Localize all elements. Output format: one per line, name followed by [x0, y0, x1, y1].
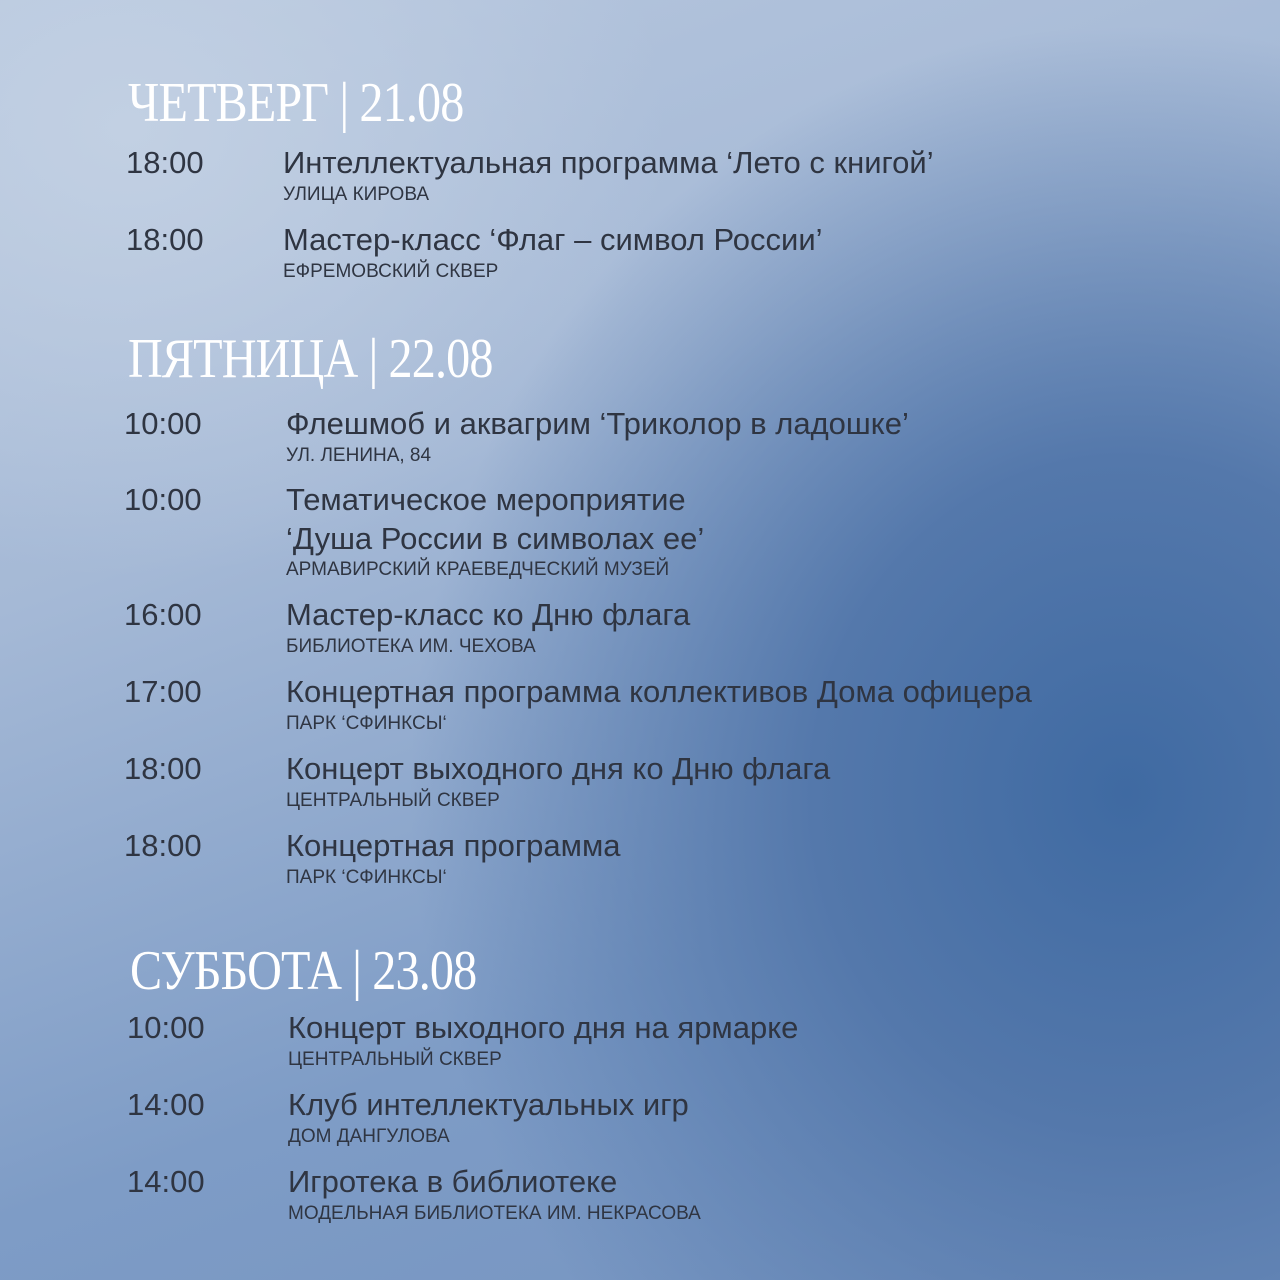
- event-title: Клуб интеллектуальных игр: [288, 1087, 689, 1122]
- day-heading-thursday: ЧЕТВЕРГ | 21.08: [128, 72, 464, 134]
- event-time: 18:00: [124, 828, 202, 863]
- day-heading-saturday: СУББОТА | 23.08: [130, 940, 477, 1002]
- event-time: 18:00: [126, 145, 204, 180]
- day-heading-friday: ПЯТНИЦА | 22.08: [128, 328, 493, 390]
- event-location: АРМАВИРСКИЙ КРАЕВЕДЧЕСКИЙ МУЗЕЙ: [286, 559, 670, 580]
- event-location: ЦЕНТРАЛЬНЫЙ СКВЕР: [286, 790, 500, 811]
- event-title: Концерт выходного дня на ярмарке: [288, 1010, 799, 1045]
- event-title: Мастер-класс ‘Флаг – символ России’: [283, 222, 823, 257]
- event-time: 10:00: [127, 1010, 205, 1045]
- event-time: 16:00: [124, 597, 202, 632]
- event-location: БИБЛИОТЕКА ИМ. ЧЕХОВА: [286, 636, 536, 657]
- event-time: 14:00: [127, 1087, 205, 1122]
- event-location: ДОМ ДАНГУЛОВА: [288, 1126, 450, 1147]
- event-title: Концертная программа: [286, 828, 621, 863]
- event-location: ПАРК ‘СФИНКСЫ‘: [286, 713, 447, 734]
- event-title: Концерт выходного дня ко Дню флага: [286, 751, 831, 786]
- event-location: ПАРК ‘СФИНКСЫ‘: [286, 867, 447, 888]
- event-time: 10:00: [124, 406, 202, 441]
- event-location: ЦЕНТРАЛЬНЫЙ СКВЕР: [288, 1049, 502, 1070]
- event-location: МОДЕЛЬНАЯ БИБЛИОТЕКА ИМ. НЕКРАСОВА: [288, 1203, 701, 1224]
- event-title: Игротека в библиотеке: [288, 1164, 618, 1199]
- event-time: 18:00: [124, 751, 202, 786]
- event-location: УЛИЦА КИРОВА: [283, 184, 430, 205]
- event-title: Мастер-класс ко Дню флага: [286, 597, 691, 632]
- event-time: 14:00: [127, 1164, 205, 1199]
- event-title-line2: ‘Душа России в символах ее’: [286, 521, 705, 556]
- event-time: 10:00: [124, 482, 202, 517]
- event-time: 18:00: [126, 222, 204, 257]
- event-location: ЕФРЕМОВСКИЙ СКВЕР: [283, 261, 499, 282]
- event-location: УЛ. ЛЕНИНА, 84: [286, 445, 432, 466]
- event-title: Флешмоб и аквагрим ‘Триколор в ладошке’: [286, 406, 909, 441]
- event-time: 17:00: [124, 674, 202, 709]
- event-title: Концертная программа коллективов Дома офицера: [286, 674, 1032, 709]
- event-title: Интеллектуальная программа ‘Лето с книгой’: [283, 145, 934, 180]
- event-title: Тематическое мероприятие: [286, 482, 686, 517]
